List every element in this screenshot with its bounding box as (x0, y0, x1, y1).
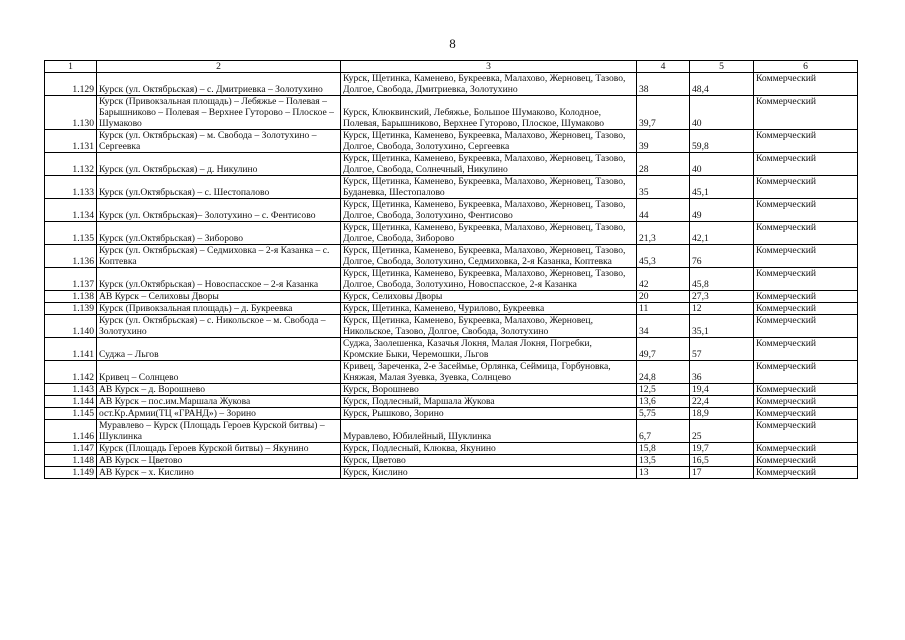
row-number-cell: 1.140 (45, 315, 97, 338)
table-row (45, 467, 858, 479)
row-number-cell: 1.137 (45, 268, 97, 291)
row-number-cell: 1.131 (45, 130, 97, 153)
stops-cell: Муравлево, Юбилейный, Шуклинка (341, 420, 637, 443)
column-4-cell: 28 (637, 153, 690, 176)
route-type-cell: Коммерческий (754, 291, 858, 303)
route-name-cell: Курск (ул.Октябрьская) – с. Шестопалово (97, 176, 341, 199)
route-name-cell: Муравлево – Курск (Площадь Героев Курской битвы) – Шуклинка (97, 420, 341, 443)
column-5-cell: 76 (690, 245, 754, 268)
column-4-cell: 34 (637, 315, 690, 338)
table-row (45, 176, 858, 199)
row-number-cell: 1.149 (45, 467, 97, 479)
column-5-cell: 48,4 (690, 73, 754, 96)
route-type-cell: Коммерческий (754, 338, 858, 361)
row-number-cell: 1.146 (45, 420, 97, 443)
column-4-cell: 13 (637, 467, 690, 479)
route-type-cell: Коммерческий (754, 315, 858, 338)
route-name-cell: Курск (ул.Октябрьская) – Новоспасское – 2-я Казанка (97, 268, 341, 291)
stops-cell: Курск, Подлесный, Маршала Жукова (341, 396, 637, 408)
table-row (45, 303, 858, 315)
row-number-cell: 1.136 (45, 245, 97, 268)
route-type-cell: Коммерческий (754, 443, 858, 455)
column-5-cell: 19,4 (690, 384, 754, 396)
table-row (45, 245, 858, 268)
route-name-cell: Курск (ул. Октябрьская) – с. Дмитриевка – Золотухино (97, 73, 341, 96)
table-row (45, 338, 858, 361)
stops-cell: Суджа, Заолешенка, Казачья Локня, Малая Локня, Погребки, Кромские Быки, Черемошки, Льгов (341, 338, 637, 361)
route-type-cell: Коммерческий (754, 420, 858, 443)
route-name-cell: Курск (Привокзальная площадь) – Лебяжье – Полевая – Барышниково – Полевая – Верхнее Гуторово – Плоское – Шумаково (97, 96, 341, 130)
column-5-cell: 18,9 (690, 408, 754, 420)
stops-cell: Курск, Щетинка, Каменево, Букреевка, Малахово, Жерновец, Тазово, Долгое, Свобода, Дмитриевка, Золотухино (341, 73, 637, 96)
route-type-cell: Коммерческий (754, 245, 858, 268)
column-4-cell: 12,5 (637, 384, 690, 396)
table-row (45, 130, 858, 153)
column-4-cell: 11 (637, 303, 690, 315)
row-number-cell: 1.135 (45, 222, 97, 245)
table-row (45, 268, 858, 291)
table-row (45, 96, 858, 130)
table-row (45, 361, 858, 384)
column-4-cell: 44 (637, 199, 690, 222)
route-type-cell: Коммерческий (754, 455, 858, 467)
row-number-cell: 1.142 (45, 361, 97, 384)
route-name-cell: Курск (ул. Октябрьская) – м. Свобода – Золотухино – Сергеевка (97, 130, 341, 153)
route-name-cell: Курск (ул. Октябрьская) – д. Никулино (97, 153, 341, 176)
route-name-cell: Кривец – Солнцево (97, 361, 341, 384)
route-type-cell: Коммерческий (754, 396, 858, 408)
column-5-cell: 49 (690, 199, 754, 222)
route-type-cell: Коммерческий (754, 176, 858, 199)
row-number-cell: 1.147 (45, 443, 97, 455)
route-name-cell: АВ Курск – д. Ворошнево (97, 384, 341, 396)
column-5-cell: 12 (690, 303, 754, 315)
row-number-cell: 1.145 (45, 408, 97, 420)
header-cell: 5 (690, 61, 754, 73)
column-4-cell: 45,3 (637, 245, 690, 268)
column-4-cell: 24,8 (637, 361, 690, 384)
stops-cell: Курск, Кислино (341, 467, 637, 479)
table-row (45, 443, 858, 455)
column-5-cell: 16,5 (690, 455, 754, 467)
route-name-cell: Курск (ул. Октябрьская) – с. Никольское – м. Свобода – Золотухино (97, 315, 341, 338)
stops-cell: Курск, Щетинка, Каменево, Букреевка, Малахово, Жерновец, Тазово, Долгое, Свобода, Золотухино, Фентисово (341, 199, 637, 222)
column-5-cell: 45,1 (690, 176, 754, 199)
route-name-cell: АВ Курск – Селиховы Дворы (97, 291, 341, 303)
table-row (45, 396, 858, 408)
stops-cell: Кривец, Зареченка, 2-е Засеймье, Орлянка, Сеймица, Горбуновка, Княжая, Малая Зуевка, Зуевка, Солнцево (341, 361, 637, 384)
stops-cell: Курск, Клюквинский, Лебяжье, Большое Шумаково, Колодное, Полевая, Барышниково, Верхнее Гуторово, Плоское, Шумаково (341, 96, 637, 130)
route-type-cell: Коммерческий (754, 384, 858, 396)
column-5-cell: 40 (690, 153, 754, 176)
column-4-cell: 6,7 (637, 420, 690, 443)
stops-cell: Курск, Щетинка, Каменево, Букреевка, Малахово, Жерновец, Никольское, Тазово, Долгое, Свобода, Золотухино (341, 315, 637, 338)
stops-cell: Курск, Щетинка, Каменево, Чурилово, Букреевка (341, 303, 637, 315)
row-number-cell: 1.133 (45, 176, 97, 199)
column-4-cell: 38 (637, 73, 690, 96)
table-header-row (45, 61, 858, 73)
route-name-cell: АВ Курск – пос.им.Маршала Жукова (97, 396, 341, 408)
column-4-cell: 49,7 (637, 338, 690, 361)
column-4-cell: 13,6 (637, 396, 690, 408)
route-type-cell: Коммерческий (754, 408, 858, 420)
route-name-cell: Курск (ул. Октябрьская)– Золотухино – с. Фентисово (97, 199, 341, 222)
route-name-cell: Курск (ул.Октябрьская) – Зиборово (97, 222, 341, 245)
route-name-cell: Суджа – Льгов (97, 338, 341, 361)
header-cell: 6 (754, 61, 858, 73)
column-5-cell: 35,1 (690, 315, 754, 338)
row-number-cell: 1.144 (45, 396, 97, 408)
column-5-cell: 36 (690, 361, 754, 384)
row-number-cell: 1.141 (45, 338, 97, 361)
column-4-cell: 5,75 (637, 408, 690, 420)
header-cell: 4 (637, 61, 690, 73)
column-5-cell: 27,3 (690, 291, 754, 303)
table-body (45, 73, 858, 479)
stops-cell: Курск, Ворошнево (341, 384, 637, 396)
column-5-cell: 40 (690, 96, 754, 130)
table-row (45, 420, 858, 443)
column-4-cell: 35 (637, 176, 690, 199)
column-5-cell: 57 (690, 338, 754, 361)
route-type-cell: Коммерческий (754, 153, 858, 176)
stops-cell: Курск, Щетинка, Каменево, Букреевка, Малахово, Жерновец, Тазово, Долгое, Свобода, Зиборово (341, 222, 637, 245)
table-row (45, 408, 858, 420)
column-5-cell: 45,8 (690, 268, 754, 291)
column-4-cell: 13,5 (637, 455, 690, 467)
column-4-cell: 42 (637, 268, 690, 291)
route-type-cell: Коммерческий (754, 73, 858, 96)
route-name-cell: Курск (Площадь Героев Курской битвы) – Якунино (97, 443, 341, 455)
header-cell: 1 (45, 61, 97, 73)
column-4-cell: 39,7 (637, 96, 690, 130)
table-row (45, 222, 858, 245)
column-5-cell: 25 (690, 420, 754, 443)
page-number: 8 (449, 36, 456, 51)
stops-cell: Курск, Щетинка, Каменево, Букреевка, Малахово, Жерновец, Тазово, Долгое, Свобода, Золотухино, Новоспасское, 2-я Казанка (341, 268, 637, 291)
row-number-cell: 1.130 (45, 96, 97, 130)
route-name-cell: АВ Курск – Цветово (97, 455, 341, 467)
column-5-cell: 17 (690, 467, 754, 479)
column-5-cell: 42,1 (690, 222, 754, 245)
column-4-cell: 20 (637, 291, 690, 303)
stops-cell: Курск, Щетинка, Каменево, Букреевка, Малахово, Жерновец, Тазово, Долгое, Свобода, Золотухино, Сергеевка (341, 130, 637, 153)
stops-cell: Курск, Щетинка, Каменево, Букреевка, Малахово, Жерновец, Тазово, Буданевка, Шестопалово (341, 176, 637, 199)
row-number-cell: 1.139 (45, 303, 97, 315)
stops-cell: Курск, Цветово (341, 455, 637, 467)
stops-cell: Курск, Рышково, Зорино (341, 408, 637, 420)
column-5-cell: 22,4 (690, 396, 754, 408)
column-4-cell: 15,8 (637, 443, 690, 455)
table-row (45, 153, 858, 176)
column-4-cell: 21,3 (637, 222, 690, 245)
table-row (45, 455, 858, 467)
row-number-cell: 1.132 (45, 153, 97, 176)
column-5-cell: 19,7 (690, 443, 754, 455)
route-type-cell: Коммерческий (754, 361, 858, 384)
route-name-cell: Курск (ул. Октябрьская) – Седмиховка – 2-я Казанка – с. Коптевка (97, 245, 341, 268)
row-number-cell: 1.143 (45, 384, 97, 396)
header-cell: 2 (97, 61, 341, 73)
column-4-cell: 39 (637, 130, 690, 153)
table-row (45, 291, 858, 303)
route-name-cell: Курск (Привокзальная площадь) – д. Букреевка (97, 303, 341, 315)
route-type-cell: Коммерческий (754, 96, 858, 130)
route-type-cell: Коммерческий (754, 222, 858, 245)
route-name-cell: ост.Кр.Армии(ТЦ «ГРАНД») – Зорино (97, 408, 341, 420)
table-row (45, 384, 858, 396)
stops-cell: Курск, Щетинка, Каменево, Букреевка, Малахово, Жерновец, Тазово, Долгое, Свобода, Золотухино, Седмиховка, 2-я Казанка, Коптевка (341, 245, 637, 268)
header-cell: 3 (341, 61, 637, 73)
row-number-cell: 1.148 (45, 455, 97, 467)
route-type-cell: Коммерческий (754, 130, 858, 153)
row-number-cell: 1.134 (45, 199, 97, 222)
route-type-cell: Коммерческий (754, 199, 858, 222)
stops-cell: Курск, Селиховы Дворы (341, 291, 637, 303)
row-number-cell: 1.138 (45, 291, 97, 303)
table-row (45, 199, 858, 222)
route-name-cell: АВ Курск – х. Кислино (97, 467, 341, 479)
table-row (45, 73, 858, 96)
route-type-cell: Коммерческий (754, 268, 858, 291)
stops-cell: Курск, Подлесный, Клюква, Якунино (341, 443, 637, 455)
routes-table (44, 60, 858, 479)
column-5-cell: 59,8 (690, 130, 754, 153)
table-row (45, 315, 858, 338)
route-type-cell: Коммерческий (754, 303, 858, 315)
stops-cell: Курск, Щетинка, Каменево, Букреевка, Малахово, Жерновец, Тазово, Долгое, Свобода, Солнечный, Никулино (341, 153, 637, 176)
route-type-cell: Коммерческий (754, 467, 858, 479)
row-number-cell: 1.129 (45, 73, 97, 96)
